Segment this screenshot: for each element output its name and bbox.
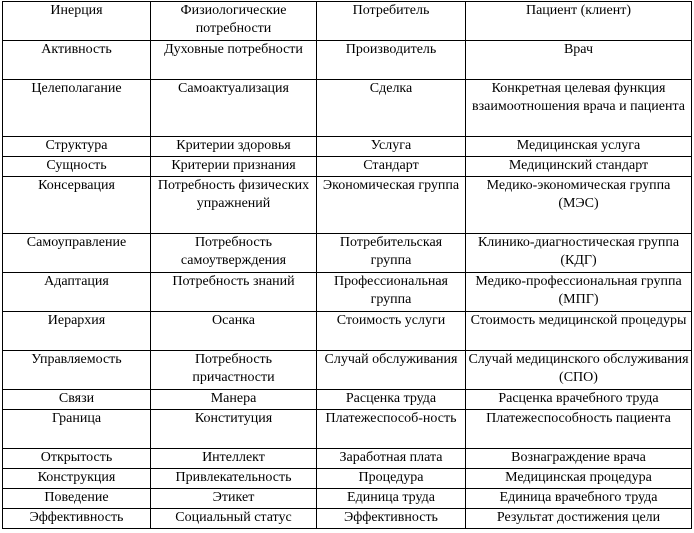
table-cell: Консервация — [3, 177, 151, 234]
table-cell: Самоуправление — [3, 234, 151, 273]
table-cell: Сущность — [3, 157, 151, 177]
table-cell: Стоимость медицинской процедуры — [466, 312, 692, 351]
table-cell: Медицинская процедура — [466, 469, 692, 489]
table-cell: Потребность причастности — [151, 351, 317, 390]
table-row — [3, 410, 692, 449]
table-cell: Экономическая группа — [317, 177, 466, 234]
table-cell: Потребность знаний — [151, 273, 317, 312]
table-cell: Целеполагание — [3, 80, 151, 137]
table-cell: Сделка — [317, 80, 466, 137]
table-cell: Производитель — [317, 41, 466, 80]
table-cell: Поведение — [3, 489, 151, 509]
table-row — [3, 312, 692, 351]
table-row — [3, 157, 692, 177]
table-cell: Управляемость — [3, 351, 151, 390]
table-cell: Критерии здоровья — [151, 137, 317, 157]
table-cell: Пациент (клиент) — [466, 2, 692, 41]
table-cell: Результат достижения цели — [466, 509, 692, 529]
table-row — [3, 509, 692, 529]
table-cell: Единица врачебного труда — [466, 489, 692, 509]
table-cell: Медицинская услуга — [466, 137, 692, 157]
table-cell: Конкретная целевая функция взаимоотношения врача и пациента — [466, 80, 692, 137]
table-cell: Структура — [3, 137, 151, 157]
table-cell: Единица труда — [317, 489, 466, 509]
table-row — [3, 2, 692, 41]
table-cell: Инерция — [3, 2, 151, 41]
table-cell: Адаптация — [3, 273, 151, 312]
table-row — [3, 390, 692, 410]
table-row — [3, 137, 692, 157]
table-cell: Заработная плата — [317, 449, 466, 469]
table-row — [3, 351, 692, 390]
table-row — [3, 489, 692, 509]
table-cell: Самоактуализация — [151, 80, 317, 137]
table-cell: Процедура — [317, 469, 466, 489]
table-cell: Физиологические потребности — [151, 2, 317, 41]
table-cell: Стандарт — [317, 157, 466, 177]
table-cell: Стоимость услуги — [317, 312, 466, 351]
table-cell: Манера — [151, 390, 317, 410]
table-cell: Потребительская группа — [317, 234, 466, 273]
table-cell: Услуга — [317, 137, 466, 157]
table-cell: Расценка врачебного труда — [466, 390, 692, 410]
table-cell: Активность — [3, 41, 151, 80]
table-cell: Случай обслуживания — [317, 351, 466, 390]
table-row — [3, 234, 692, 273]
table-cell: Вознаграждение врача — [466, 449, 692, 469]
table-cell: Эффективность — [3, 509, 151, 529]
table-cell: Конструкция — [3, 469, 151, 489]
comparison-table — [2, 1, 692, 529]
table-cell: Духовные потребности — [151, 41, 317, 80]
table-cell: Иерархия — [3, 312, 151, 351]
table-cell: Врач — [466, 41, 692, 80]
table-row — [3, 273, 692, 312]
table-cell: Платежеспособность пациента — [466, 410, 692, 449]
table-row — [3, 469, 692, 489]
table-body — [3, 2, 692, 529]
table-cell: Осанка — [151, 312, 317, 351]
table-cell: Привлекательность — [151, 469, 317, 489]
table-cell: Потребность физических упражнений — [151, 177, 317, 234]
table-cell: Платежеспособ-ность — [317, 410, 466, 449]
table-row — [3, 449, 692, 469]
table-cell: Этикет — [151, 489, 317, 509]
table-cell: Интеллект — [151, 449, 317, 469]
table-cell: Открытость — [3, 449, 151, 469]
table-row — [3, 80, 692, 137]
table-cell: Медико-экономическая группа (МЭС) — [466, 177, 692, 234]
table-cell: Медицинский стандарт — [466, 157, 692, 177]
table-cell: Социальный статус — [151, 509, 317, 529]
table-cell: Критерии признания — [151, 157, 317, 177]
table-cell: Эффективность — [317, 509, 466, 529]
table-cell: Медико-профессиональная группа (МПГ) — [466, 273, 692, 312]
table-cell: Потребность самоутверждения — [151, 234, 317, 273]
table-cell: Конституция — [151, 410, 317, 449]
table-cell: Связи — [3, 390, 151, 410]
table-row — [3, 41, 692, 80]
table-cell: Случай медицинского обслуживания (СПО) — [466, 351, 692, 390]
table-cell: Потребитель — [317, 2, 466, 41]
table-row — [3, 177, 692, 234]
table-cell: Клинико-диагностическая группа (КДГ) — [466, 234, 692, 273]
table-cell: Граница — [3, 410, 151, 449]
table-cell: Расценка труда — [317, 390, 466, 410]
table-cell: Профессиональная группа — [317, 273, 466, 312]
